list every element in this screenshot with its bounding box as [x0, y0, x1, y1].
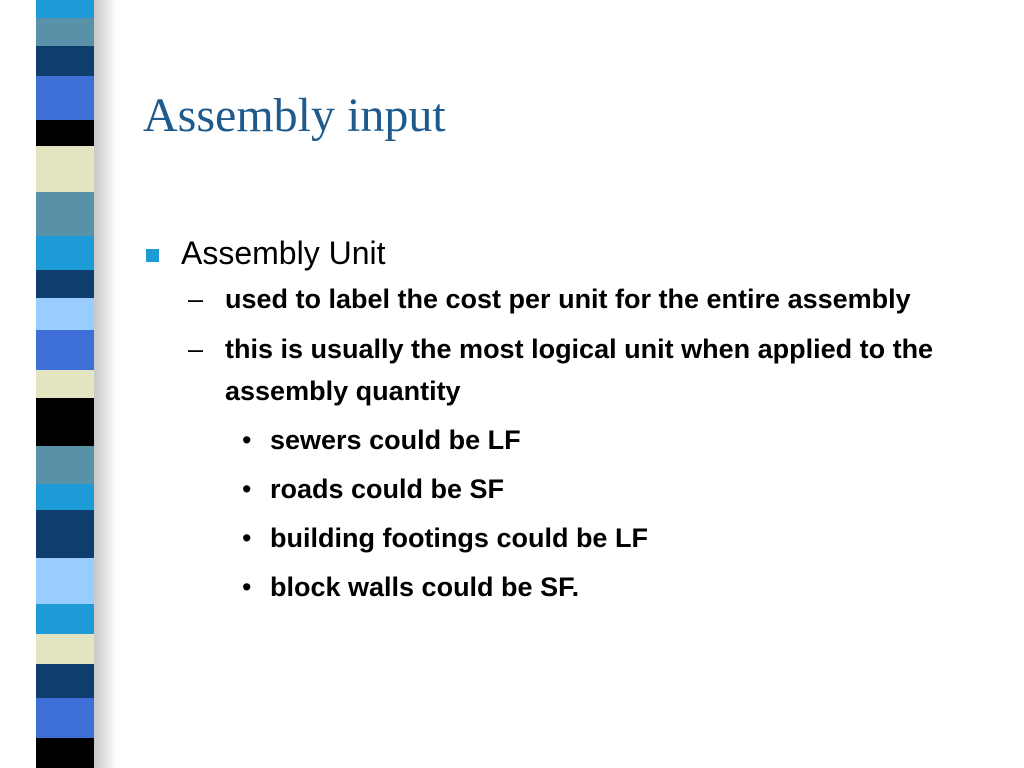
decorative-stripe [0, 0, 120, 768]
dot-marker: • [242, 474, 252, 504]
slide-title: Assembly input [143, 89, 446, 142]
example-text: building footings could be LF [270, 523, 648, 553]
example-item [143, 469, 943, 509]
bullet-label: Assembly Unit [181, 235, 386, 271]
example-text: sewers could be LF [270, 425, 521, 455]
dot-marker: • [242, 523, 252, 553]
bullet-assembly-unit [143, 232, 943, 274]
dot-marker: • [242, 572, 252, 602]
sub-item [143, 278, 943, 320]
sub-item [143, 328, 943, 412]
slide-content [143, 232, 943, 616]
dash-marker: – [188, 284, 204, 314]
example-item [143, 420, 943, 460]
example-item [143, 567, 943, 607]
example-text: block walls could be SF. [270, 572, 580, 602]
stripe-bands-graphic [0, 0, 100, 768]
sub-item-text: used to label the cost per unit for the entire assembly [225, 284, 911, 314]
dash-marker: – [188, 334, 204, 364]
square-bullet-icon [146, 249, 159, 262]
example-item [143, 518, 943, 558]
example-text: roads could be SF [270, 474, 505, 504]
sub-item-text: this is usually the most logical unit when applied to the assembly quantity [225, 334, 934, 406]
dot-marker: • [242, 425, 252, 455]
